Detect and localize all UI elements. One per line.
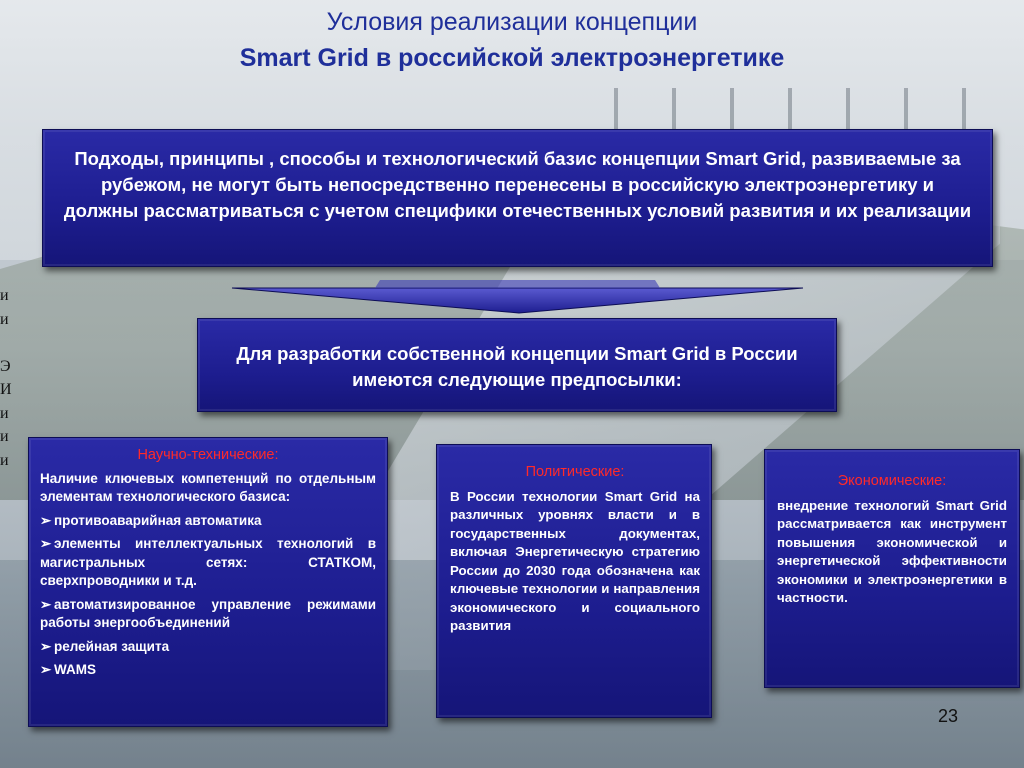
approach-text: Подходы, принципы , способы и технологический базис концепции Smart Grid, развиваемые за рубежом, не могут быть непосредственно перенесены в российскую электроэнергетику и должны рассматриваться с учетом специфики отечественных условий развития и их реализации — [63, 148, 972, 221]
bullet-arrow-icon: ➢ — [40, 638, 52, 654]
political-box — [436, 444, 712, 718]
edge-fragment: и — [0, 310, 9, 328]
economic-text: внедрение технологий Smart Grid рассматривается как инструмент повышения экономической и энергетической эффективности экономики и электроэнергетики в частности. — [777, 497, 1007, 605]
bullet-arrow-icon: ➢ — [40, 512, 52, 528]
list-item-text: автоматизированное управление режимами работы энергообъединений — [40, 596, 376, 630]
list-item — [40, 638, 376, 657]
cropped-edge-text — [0, 284, 14, 472]
slide-title-line-1: Условия реализации концепции — [326, 8, 698, 36]
prerequisites-box — [197, 318, 837, 412]
list-item — [40, 512, 376, 531]
slide-title-line-2: Smart Grid в российской электроэнергетике — [239, 44, 785, 72]
political-heading: Политические: — [525, 464, 625, 480]
edge-fragment: и — [0, 287, 9, 304]
page-number: 23 — [938, 706, 959, 726]
scientific-technical-box — [28, 437, 388, 727]
list-item-text: противоаварийная автоматика — [54, 512, 262, 528]
economic-box — [764, 449, 1020, 688]
bullet-arrow-icon: ➢ — [40, 596, 52, 612]
edge-fragment: и — [0, 404, 9, 422]
scientific-technical-heading: Научно-технические: — [137, 447, 279, 463]
edge-fragment — [0, 331, 14, 355]
edge-fragment: И — [0, 381, 12, 398]
approach-box — [42, 129, 993, 267]
economic-heading: Экономические: — [837, 473, 947, 489]
scientific-technical-intro: Наличие ключевых компетенций по отдельным элементам технологического базиса: — [40, 470, 376, 504]
edge-fragment: и — [0, 428, 9, 445]
list-item-text: элементы интеллектуальных технологий в магистральных сетях: СТАТКОМ, сверхпроводники и т.д. — [40, 536, 376, 588]
edge-fragment: и — [0, 451, 9, 469]
political-text: В России технологии Smart Grid на различных уровнях власти и в государственных документах, включая Энергетическую стратегию России до 2030 года обозначена как ключевые технологии и направления экономического и социального развития — [450, 488, 700, 633]
list-item — [40, 535, 376, 591]
prerequisites-text: Для разработки собственной концепции Smart Grid в России имеются следующие предпосылки: — [236, 343, 798, 390]
bullet-arrow-icon: ➢ — [40, 536, 52, 551]
list-item-text: WAMS — [54, 662, 96, 677]
down-arrow-icon — [230, 278, 805, 314]
bullet-arrow-icon: ➢ — [40, 662, 52, 677]
list-item-text: релейная защита — [54, 638, 170, 654]
list-item — [40, 596, 376, 633]
slide-title — [0, 4, 1024, 76]
edge-fragment: Э — [0, 357, 11, 375]
list-item — [40, 661, 376, 680]
